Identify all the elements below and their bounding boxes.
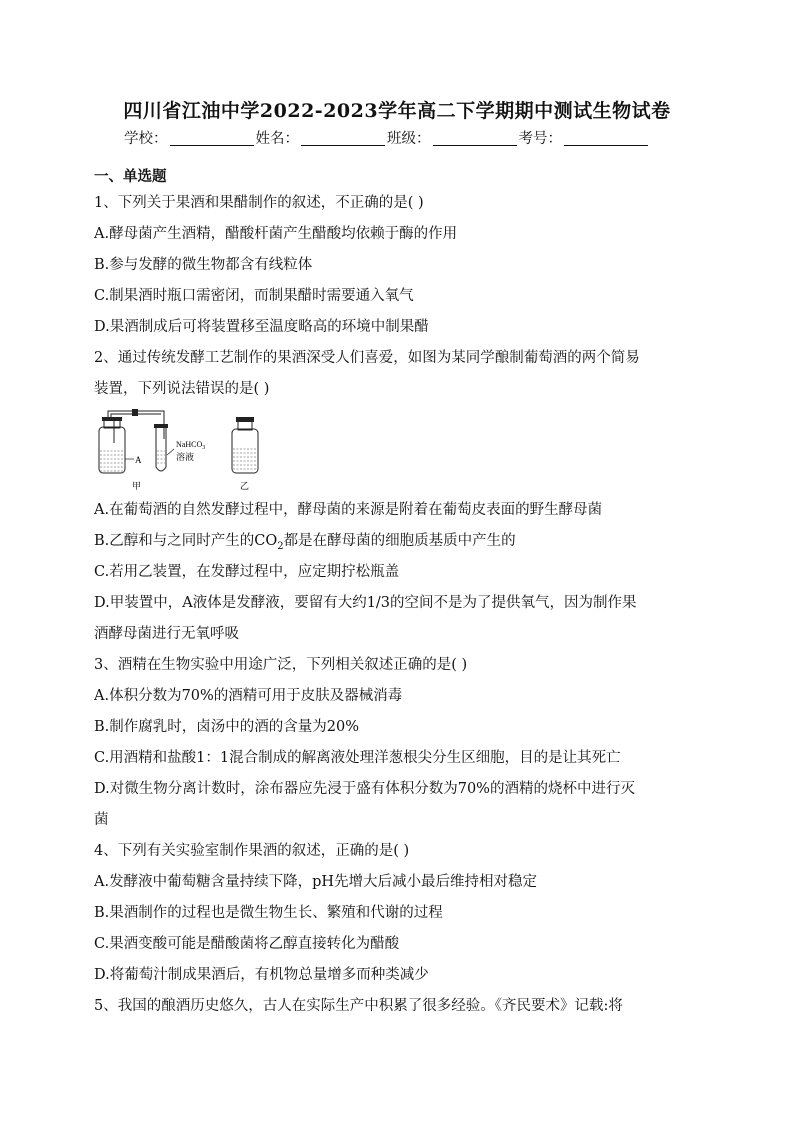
question-2-stem-cont: 装置，下列说法错误的是( ): [94, 381, 270, 397]
label-yi: 乙: [240, 482, 250, 492]
label-solution-formula: NaHCO$_3$: [176, 440, 206, 451]
q1-option-a: A.酵母菌产生酒精，醋酸杆菌产生醋酸均依赖于酶的作用: [94, 226, 458, 242]
q3-option-a: A.体积分数为70%的酒精可用于皮肤及器械消毒: [94, 688, 403, 704]
page-title: 四川省江油中学2022-2023学年高二下学期期中测试生物试卷: [123, 100, 671, 122]
q1-option-d: D.果酒制成后可将装置移至温度略高的环境中制果醋: [94, 319, 429, 335]
q3-option-d-cont: 菌: [94, 812, 109, 828]
school-blank[interactable]: [170, 131, 254, 146]
exam-no-label: 考号：: [518, 131, 562, 147]
class-label: 班级：: [387, 131, 431, 147]
label-solution: 溶液: [176, 453, 195, 463]
question-3-stem: 3、酒精在生物实验中用途广泛，下列相关叙述正确的是( ): [94, 657, 468, 673]
question-4-stem: 4、下列有关实验室制作果酒的叙述，正确的是( ): [94, 843, 410, 859]
q2-option-a: A.在葡萄酒的自然发酵过程中，酵母菌的来源是附着在葡萄皮表面的野生酵母菌: [94, 502, 603, 518]
q2-option-c: C.若用乙装置，在发酵过程中，应定期拧松瓶盖: [94, 564, 400, 580]
question-list: [94, 166, 706, 1022]
label-jia: 甲: [132, 482, 142, 492]
name-blank[interactable]: [301, 131, 385, 146]
q3-option-b: B.制作腐乳时，卤汤中的酒的含量为20%: [94, 719, 359, 735]
q2-option-d: D.甲装置中，A液体是发酵液，要留有大约1/3的空间不是为了提供氧气，因为制作果: [94, 595, 637, 611]
q4-option-d: D.将葡萄汁制成果酒后，有机物总量增多而种类减少: [94, 967, 429, 983]
name-label: 姓名：: [255, 131, 299, 147]
apparatus-diagram: [94, 409, 294, 495]
student-info-row: [124, 127, 650, 148]
q1-option-c: C.制果酒时瓶口需密闭，而制果醋时需要通入氧气: [94, 288, 414, 304]
question-1-stem: 1、下列关于果酒和果醋制作的叙述，不正确的是( ): [94, 195, 424, 211]
exam-no-blank[interactable]: [564, 131, 648, 146]
q2-option-d-cont: 酒酵母菌进行无氧呼吸: [94, 626, 239, 642]
q1-option-b: B.参与发酵的微生物都含有线粒体: [94, 257, 313, 273]
label-a: A: [135, 455, 142, 465]
q4-option-b: B.果酒制作的过程也是微生物生长、繁殖和代谢的过程: [94, 905, 443, 921]
section-heading: 一、单选题: [94, 168, 167, 185]
question-5-stem: 5、我国的酿酒历史悠久，古人在实际生产中积累了很多经验。《齐民要术》记载:将: [94, 998, 623, 1014]
q3-option-c: C.用酒精和盐酸1：1混合制成的解离液处理洋葱根尖分生区细胞，目的是让其死亡: [94, 750, 621, 766]
q4-option-a: A.发酵液中葡萄糖含量持续下降，pH先增大后减小最后维持相对稳定: [94, 874, 538, 890]
q4-option-c: C.果酒变酸可能是醋酸菌将乙醇直接转化为醋酸: [94, 936, 400, 952]
class-blank[interactable]: [433, 131, 517, 146]
question-2-stem: 2、通过传统发酵工艺制作的果酒深受人们喜爱，如图为某同学酿制葡萄酒的两个简易: [94, 350, 640, 366]
school-label: 学校：: [124, 131, 168, 147]
q3-option-d: D.对微生物分离计数时，涂布器应先浸于盛有体积分数为70%的酒精的烧杯中进行灭: [94, 781, 635, 797]
q2-option-b: B.乙醇和与之同时产生的$CO_2$都是在酵母菌的细胞质基质中产生的: [94, 533, 516, 552]
fermentation-apparatus-figure: [94, 409, 706, 495]
